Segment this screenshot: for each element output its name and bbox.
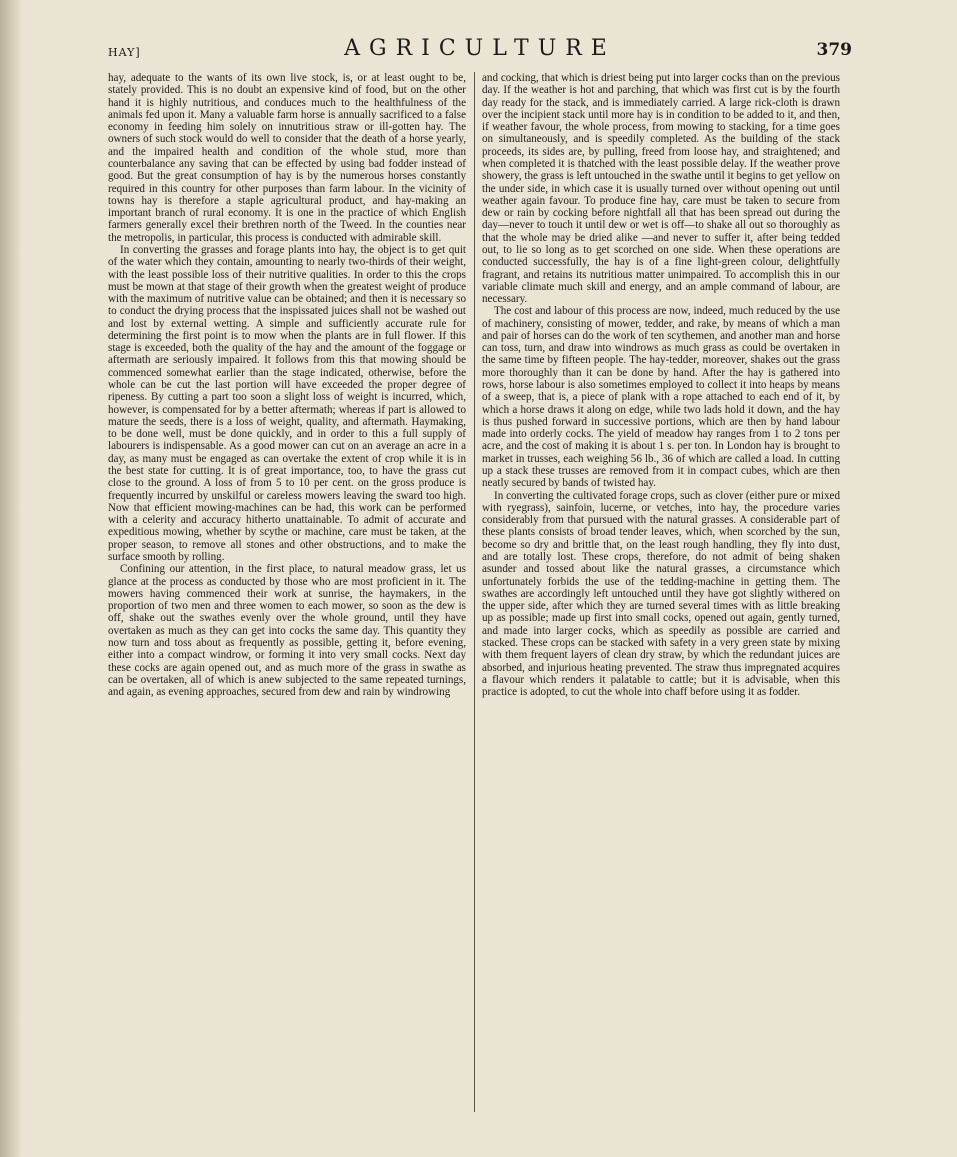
- left-column: [108, 72, 466, 1112]
- paragraph: hay, adequate to the wants of its own live stock, is, or at least ought to be, stately provided. This is no doubt an expensive kind of food, but on the other hand it is highly nutritious, and conduces much to the healthfulness of the animals fed upon it. Many a valuable farm horse is annually sacrificed to a false economy in feeding him solely on innutritious straw or ill-gotten hay. The owners of such stock would do well to consider that the death of a horse yearly, and the impaired health and condition of the whole stud, more than counterbalance any saving that can be effected by using bad fodder instead of good. But the great consumption of hay is by the numerous horses constantly required in this country for other purposes than farm labour. In the vicinity of towns hay is therefore a staple agricultural product, and hay-making an important branch of rural economy. It is one in the practice of which English farmers generally excel their brethren north of the Tweed. In the counties near the metropolis, in particular, this process is conducted with admirable skill.: [108, 72, 466, 244]
- paragraph: In converting the grasses and forage plants into hay, the object is to get quit of the water which they contain, amounting to nearly two-thirds of their weight, with the least possible loss of their nutritive qualities. In order to this the crops must be mown at that stage of their growth when the greatest weight of produce with the maximum of nutritive value can be obtained; and then it is necessary so to conduct the drying process that the inspissated juices shall not be washed out and lost by external wetting. A simple and sufficiently accurate rule for determining the first point is to mow when the plants are in full flower. If this stage is exceeded, both the quality of the hay and the amount of the foggage or aftermath are seriously impaired. It follows from this that mowing should be commenced somewhat earlier than the stage indicated, otherwise, before the whole can be cut the last portion will have exceeded the proper degree of ripeness. By cutting a part too soon a slight loss of weight is incurred, which, however, is compensated for by a better aftermath; whereas if part is allowed to mature the seeds, there is a loss of weight, quality, and aftermath. Haymaking, to be done well, must be done quickly, and in order to this a full supply of labourers is indispensable. As a good mower can cut on an average an acre in a day, as many must be engaged as can overtake the extent of crop while it is in the best state for cutting. It is of great importance, too, to have the grass cut close to the ground. A loss of from 5 to 10 per cent. on the gross produce is frequently incurred by unskilful or careless mowers leaving the sward too high. Now that efficient mowing-machines can be had, this work can be performed with a celerity and accuracy hitherto unattainable. To admit of accurate and expeditious mowing, whether by scythe or machine, care must be taken, at the proper season, to remove all stones and other obstructions, and to make the surface smooth by rolling.: [108, 243, 466, 563]
- page-binding-shadow: [0, 0, 22, 1157]
- page-number: 379: [816, 40, 852, 60]
- paragraph: The cost and labour of this process are now, indeed, much reduced by the use of machinery, consisting of mower, tedder, and rake, by means of which a man and pair of horses can do the work of ten scythemen, and another man and horse can toss, turn, and draw into windrows as much grass as could be overtaken in the same time by fifteen people. The hay-tedder, moreover, shakes out the grass more thoroughly than it can be done by hand. After the hay is gathered into rows, horse labour is also sometimes employed to collect it into heaps by means of a sweep, that is, a piece of plank with a rope attached to each end of it, by which a horse draws it along on edge, while two lads hold it down, and the hay is thus pushed forward in successive portions, which are then by hand labour made into orderly cocks. The yield of meadow hay ranges from 1 to 2 tons per acre, and the cost of making it is about 1 s. per ton. In London hay is brought to market in trusses, each weighing 56 lb., 36 of which are called a load. In cutting up a stack these trusses are removed from it in compact cubes, which are then neatly secured by bands of twisted hay.: [482, 305, 840, 490]
- column-divider: [474, 72, 475, 1112]
- paragraph: Confining our attention, in the first place, to natural meadow grass, let us glance at the process as conducted by those who are most proficient in it. The mowers having commenced their work at sunrise, the haymakers, in the proportion of two men and three women to each mower, so soon as the dew is off, shake out the swathes evenly over the whole ground, until they have overtaken as much as they can get into cocks the same day. This quantity they now turn and toss about as frequently as possible, getting it, before evening, either into a compact windrow, or forming it into very small cocks. Next day these cocks are again opened out, and as much more of the grass in swathe as can be overtaken, all of which is anew subjected to the same repeated turnings, and again, as evening approaches, secured from dew and rain by windrowing: [108, 563, 466, 699]
- page-header: [108, 36, 852, 66]
- paragraph: In converting the cultivated forage crops, such as clover (either pure or mixed with ryegrass), sainfoin, lucerne, or vetches, into hay, the procedure varies considerably from that pursued with the natural grasses. A considerable part of these plants consists of broad tender leaves, which, when scorched by the sun, become so dry and brittle that, on the least rough handling, they fly into dust, and are totally lost. These crops, therefore, do not admit of being shaken asunder and tossed about like the natural grasses, a circumstance which unfortunately forbids the use of the tedding-machine in getting them. The swathes are accordingly left untouched until they have got slightly withered on the upper side, after which they are turned several times with as little breaking up as possible; made up first into small cocks, opened out again, gently turned, and made into larger cocks, which as speedily as possible are carried and stacked. These crops can be stacked with safety in a very green state by mixing with them frequent layers of clean dry straw, by which the redundant juices are absorbed, and injurious heating prevented. The straw thus impregnated acquires a flavour which renders it palatable to cattle; but it is advisable, when this practice is adopted, to cut the whole into chaff before using it as fodder.: [482, 489, 840, 699]
- paragraph: and cocking, that which is driest being put into larger cocks than on the previous day. If the weather is hot and parching, that which was first cut is by the fourth day ready for the stack, and is immediately carried. A large rick-cloth is drawn over the incipient stack until more hay is in condition to be added to it, and then, if weather favour, the whole process, from mowing to stacking, for a time goes on simultaneously, and is speedily completed. As the building of the stack proceeds, its sides are, by pulling, freed from loose hay, and straightened; and when completed it is thatched with the least possible delay. If the weather prove showery, the grass is left untouched in the swathe until it begins to get yellow on the under side, in which case it is usually turned over without opening out until weather again favour. To produce fine hay, care must be taken to secure from dew or rain by cocking before nightfall all that has been spread out during the day—never to touch it until dew or wet is off—to shake all out so thoroughly as that the whole may be dried alike —and never to suffer it, after being tedded out, to lie so long as to get scorched on one side. When these operations are conducted successfully, the hay is of a fine light-green colour, delightfully fragrant, and retains its nutritious matter unimpaired. To accomplish this in our variable climate much skill and energy, and an ample command of labour, are necessary.: [482, 72, 840, 306]
- running-head: HAY]: [108, 46, 141, 59]
- page-title: AGRICULTURE: [344, 36, 616, 61]
- right-column: [482, 72, 840, 1112]
